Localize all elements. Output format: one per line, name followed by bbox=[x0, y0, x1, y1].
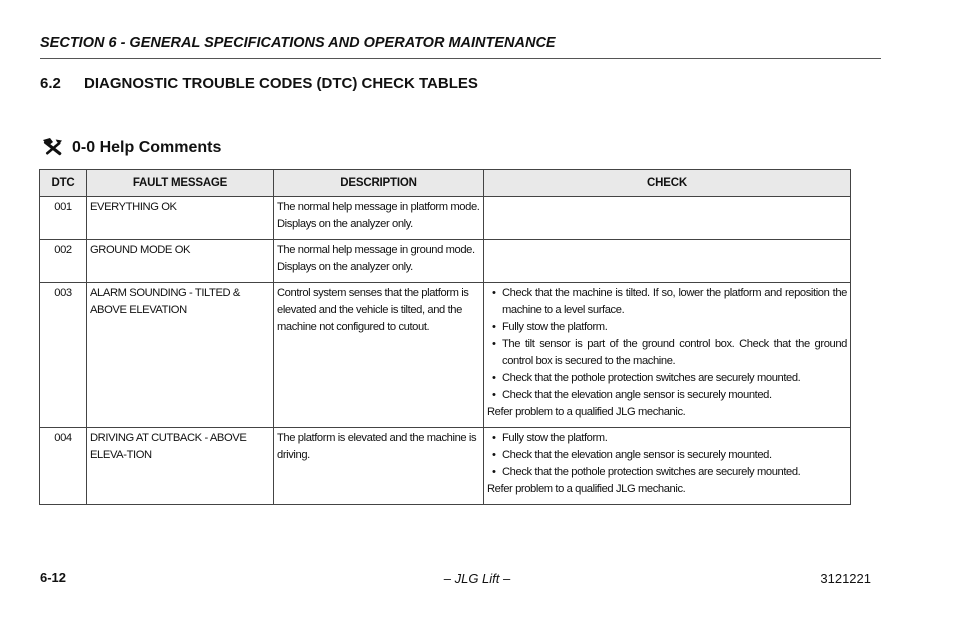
description: Control system senses that the platform is elevated and the vehicle is tilted, and the machine not configured to cutout. bbox=[274, 283, 484, 428]
check-cell bbox=[484, 197, 851, 240]
check-list bbox=[487, 430, 847, 481]
dtc-code: 001 bbox=[40, 197, 87, 240]
check-list bbox=[487, 285, 847, 404]
page-number: 6-12 bbox=[40, 570, 67, 585]
check-note: Refer problem to a qualified JLG mechanic. bbox=[487, 406, 686, 418]
column-header-dtc: DTC bbox=[40, 170, 87, 197]
help-title: 0-0 Help Comments bbox=[72, 139, 222, 156]
description: The normal help message in ground mode. Displays on the analyzer only. bbox=[274, 240, 484, 283]
check-cell bbox=[484, 240, 851, 283]
subsection-number: 6.2 bbox=[40, 75, 61, 92]
check-item: • Check that the pothole protection switches are securely mounted. bbox=[487, 370, 847, 387]
fault-message: EVERYTHING OK bbox=[87, 197, 274, 240]
subsection-heading bbox=[40, 75, 478, 92]
check-item: • Fully stow the platform. bbox=[487, 319, 847, 336]
check-item: • Check that the machine is tilted. If so, lower the platform and reposition the machine to a level surface. bbox=[487, 285, 847, 319]
section-header: SECTION 6 - GENERAL SPECIFICATIONS AND OPERATOR MAINTENANCE bbox=[40, 35, 556, 51]
check-item: • Check that the elevation angle sensor is securely mounted. bbox=[487, 447, 847, 464]
document-number: 3121221 bbox=[820, 571, 871, 586]
column-header-description: DESCRIPTION bbox=[274, 170, 484, 197]
table-row bbox=[40, 197, 851, 240]
description: The normal help message in platform mode. Displays on the analyzer only. bbox=[274, 197, 484, 240]
check-item: • Fully stow the platform. bbox=[487, 430, 847, 447]
help-heading bbox=[40, 137, 221, 159]
check-note: Refer problem to a qualified JLG mechanic. bbox=[487, 483, 686, 495]
fault-message: DRIVING AT CUTBACK - ABOVE ELEVA-TION bbox=[87, 428, 274, 505]
dtc-code: 003 bbox=[40, 283, 87, 428]
header-divider bbox=[40, 58, 881, 59]
check-item: • Check that the elevation angle sensor is securely mounted. bbox=[487, 387, 847, 404]
column-header-check: CHECK bbox=[484, 170, 851, 197]
dtc-table bbox=[39, 169, 851, 505]
table-row bbox=[40, 428, 851, 505]
table-row bbox=[40, 240, 851, 283]
column-header-fault-message: FAULT MESSAGE bbox=[87, 170, 274, 197]
fault-message: ALARM SOUNDING - TILTED & ABOVE ELEVATION bbox=[87, 283, 274, 428]
wrench-hammer-icon bbox=[40, 137, 66, 159]
footer-brand: – JLG Lift – bbox=[443, 571, 511, 586]
table-row bbox=[40, 283, 851, 428]
dtc-code: 002 bbox=[40, 240, 87, 283]
table-header-row bbox=[40, 170, 851, 197]
subsection-title: DIAGNOSTIC TROUBLE CODES (DTC) CHECK TABLES bbox=[84, 75, 478, 92]
check-item: • Check that the pothole protection switches are securely mounted. bbox=[487, 464, 847, 481]
check-cell bbox=[484, 283, 851, 428]
check-cell bbox=[484, 428, 851, 505]
fault-message: GROUND MODE OK bbox=[87, 240, 274, 283]
description: The platform is elevated and the machine is driving. bbox=[274, 428, 484, 505]
check-item: • The tilt sensor is part of the ground control box. Check that the ground control box is secured to the machine. bbox=[487, 336, 847, 370]
dtc-code: 004 bbox=[40, 428, 87, 505]
